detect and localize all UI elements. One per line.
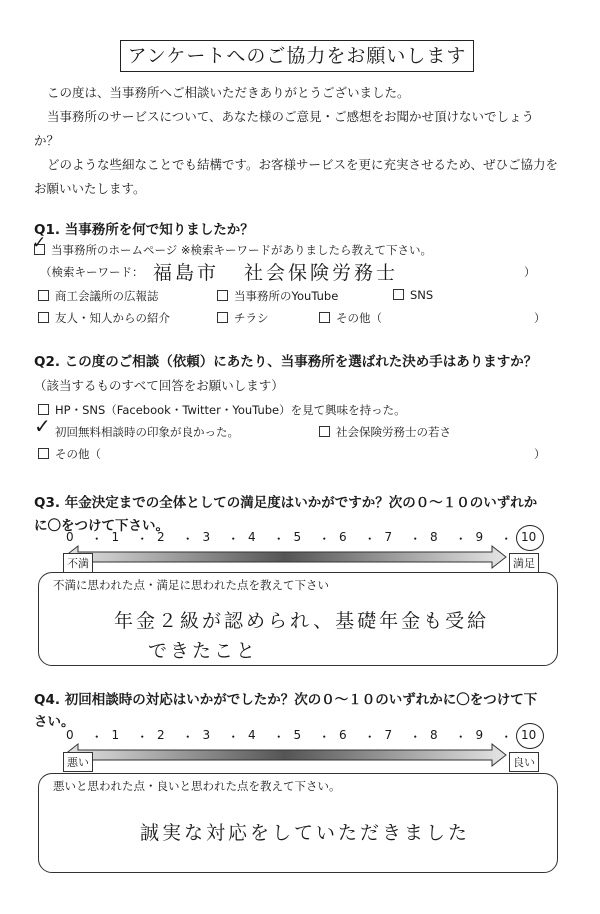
q4-high-label: 良い: [509, 752, 539, 772]
q2-option-hp-sns[interactable]: [38, 402, 406, 418]
q3-scale-option-7[interactable]: 7: [384, 530, 393, 544]
q3-scale-separator: ・: [136, 532, 149, 546]
q2-other-close: ）: [534, 447, 546, 461]
q3-comment-line-2: できたこと: [148, 640, 259, 662]
q1-friend-label: 友人・知人からの紹介: [55, 311, 170, 325]
q4-scale-separator: ・: [500, 730, 513, 744]
q4-scale-separator: ・: [318, 730, 331, 744]
q3-scale-option-4[interactable]: 4: [248, 530, 256, 544]
q4-arrow: [62, 742, 508, 768]
q1-flyer-label: チラシ: [234, 311, 269, 325]
q4-scale-option-9[interactable]: 9: [475, 728, 484, 742]
intro-line-1: この度は、当事務所へご相談いただきありがとうございました。: [47, 85, 410, 100]
q3-scale-separator: ・: [272, 532, 285, 546]
q1-option-other[interactable]: [319, 310, 382, 326]
q4-scale-option-1[interactable]: 1: [111, 728, 120, 742]
q2-other-checkbox[interactable]: [38, 448, 49, 459]
q2-first-consult-check-icon: ✓: [34, 414, 51, 438]
q4-scale-option-2[interactable]: 2: [157, 728, 165, 742]
q3-scale-separator: ・: [90, 532, 103, 546]
q2-other-label: その他（: [55, 447, 101, 461]
q4-question-line-1: Q4. 初回相談時の対応はいかがでしたか？次の０～１０のいずれかに〇をつけて下: [34, 692, 538, 708]
q2-young-checkbox[interactable]: [319, 426, 330, 437]
q2-question: Q2. この度のご相談（依頼）にあたり、当事務所を選ばれた決め手はありますか？: [34, 354, 538, 370]
q4-scale-option-10[interactable]: 10: [521, 728, 537, 742]
q1-question: Q1. 当事務所を何で知りましたか？: [34, 222, 254, 238]
q3-scale-separator: ・: [227, 532, 240, 546]
q3-scale-option-5[interactable]: 5: [293, 530, 302, 544]
q1-other-close: ）: [534, 311, 546, 325]
q4-scale-separator: ・: [136, 730, 149, 744]
q4-question-line-2: さい。: [34, 714, 75, 730]
q1-keyword-label: （検索キーワード：: [40, 265, 144, 279]
q1-chamber-label: 商工会議所の広報誌: [55, 289, 159, 303]
q4-scale-separator: ・: [272, 730, 285, 744]
q4-low-label: 悪い: [63, 752, 93, 772]
q4-scale-separator: ・: [454, 730, 467, 744]
q2-option-other[interactable]: [38, 446, 101, 462]
q3-scale-option-10[interactable]: 10: [521, 530, 537, 544]
q2-first-consult-label: 初回無料相談時の印象が良かった。: [55, 425, 239, 439]
q4-scale-separator: ・: [363, 730, 376, 744]
q4-scale-option-8[interactable]: 8: [430, 728, 438, 742]
q4-scale-option-6[interactable]: 6: [339, 728, 347, 742]
q1-friend-checkbox[interactable]: [38, 312, 49, 323]
q1-option-flyer[interactable]: [217, 310, 269, 326]
intro-line-3: か？: [34, 133, 60, 148]
q4-scale-separator: ・: [181, 730, 194, 744]
q1-option-youtube[interactable]: [217, 288, 338, 304]
q1-youtube-label: 当事務所のYouTube: [234, 289, 339, 303]
q3-scale-option-9[interactable]: 9: [475, 530, 484, 544]
intro-line-5: お願いいたします。: [34, 181, 146, 196]
q3-scale-separator: ・: [181, 532, 194, 546]
q2-hp-sns-label: HP・SNS（Facebook・Twitter・YouTube）を見て興味を持った。: [55, 403, 406, 417]
q1-option-friend[interactable]: [38, 310, 170, 326]
q3-scale-option-0[interactable]: 0: [66, 530, 74, 544]
q4-comment-prompt: 悪いと思われた点・良いと思われた点を教えて下さい。: [50, 778, 344, 794]
q1-keyword-close: ）: [524, 265, 536, 279]
q3-scale-separator: ・: [363, 532, 376, 546]
q1-keyword-value-2[interactable]: 社会保険労務士: [244, 262, 399, 284]
q3-scale-option-6[interactable]: 6: [339, 530, 347, 544]
q3-scale-option-2[interactable]: 2: [157, 530, 165, 544]
q1-sns-label: SNS: [410, 288, 434, 302]
q1-other-label: その他（: [336, 311, 382, 325]
q3-low-label: 不満: [63, 553, 93, 573]
q3-arrow: [62, 544, 508, 570]
q4-scale-option-0[interactable]: 0: [66, 728, 74, 742]
q4-scale-separator: ・: [227, 730, 240, 744]
q1-option-chamber[interactable]: [38, 288, 159, 304]
q1-keyword-value-1[interactable]: 福島市: [153, 262, 220, 284]
q3-scale-separator: ・: [409, 532, 422, 546]
q4-comment-line-1: 誠実な対応をしていただきました: [140, 822, 471, 844]
intro-line-4: どのような些細なことでも結構です。お客様サービスを更に充実させるため、ぜひご協力を: [47, 157, 559, 172]
q1-option-homepage[interactable]: [34, 242, 432, 258]
q4-scale-option-5[interactable]: 5: [293, 728, 302, 742]
q3-scale-separator: ・: [454, 532, 467, 546]
q4-scale-separator: ・: [409, 730, 422, 744]
q4-scale-separator: ・: [90, 730, 103, 744]
q1-chamber-checkbox[interactable]: [38, 290, 49, 301]
q2-young-label: 社会保険労務士の若さ: [336, 425, 451, 439]
q3-scale-option-1[interactable]: 1: [111, 530, 120, 544]
q4-scale-option-7[interactable]: 7: [384, 728, 393, 742]
q1-homepage-label: 当事務所のホームページ ※検索キーワードがありましたら教えて下さい。: [51, 243, 433, 257]
q1-option-sns[interactable]: [393, 288, 433, 302]
q3-scale-separator: ・: [500, 532, 513, 546]
q1-other-checkbox[interactable]: [319, 312, 330, 323]
q3-question-line-1: Q3. 年金決定までの全体としての満足度はいかがですか？次の０～１０のいずれか: [34, 495, 538, 511]
q1-homepage-check-icon: ✓: [32, 233, 47, 253]
q2-note: （該当するものすべて回答をお願いします）: [34, 378, 284, 393]
survey-title: アンケートへのご協力をお願いします: [120, 40, 474, 72]
q1-youtube-checkbox[interactable]: [217, 290, 228, 301]
q3-selected-circle: [516, 525, 544, 551]
intro-line-2: 当事務所のサービスについて、あなた様のご意見・ご感想をお聞かせ頂けないでしょう: [47, 109, 535, 124]
q4-selected-circle: [516, 723, 544, 749]
q3-scale-separator: ・: [318, 532, 331, 546]
q1-sns-checkbox[interactable]: [393, 289, 404, 300]
q3-high-label: 満足: [509, 553, 539, 573]
q2-option-young[interactable]: [319, 424, 451, 440]
q3-comment-line-1: 年金２級が認められ、基礎年金も受給: [114, 610, 490, 632]
q1-flyer-checkbox[interactable]: [217, 312, 228, 323]
q3-comment-prompt: 不満に思われた点・満足に思われた点を教えて下さい: [50, 577, 332, 593]
q3-scale-option-3[interactable]: 3: [202, 530, 211, 544]
q4-scale-option-3[interactable]: 3: [202, 728, 211, 742]
q3-question-line-2: に〇をつけて下さい。: [34, 518, 169, 534]
q2-option-first-consult[interactable]: [38, 424, 239, 440]
q4-scale-option-4[interactable]: 4: [248, 728, 256, 742]
q3-scale-option-8[interactable]: 8: [430, 530, 438, 544]
